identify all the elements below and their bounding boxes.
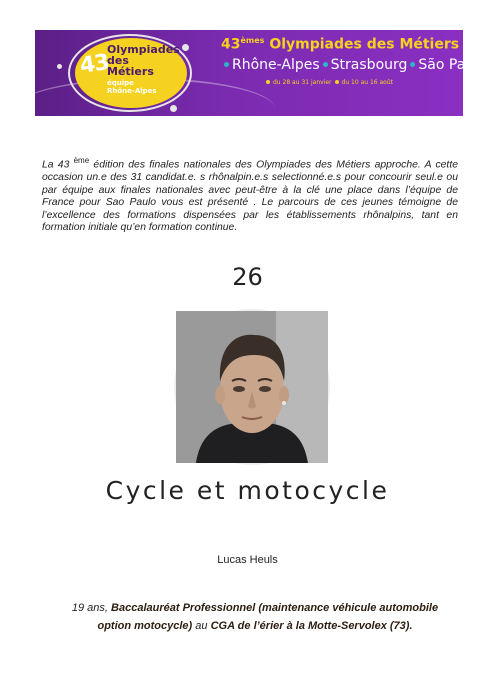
portrait-illustration <box>176 311 328 463</box>
logo-line-5: Rhône-Alpes <box>107 87 157 95</box>
logo-dot <box>182 44 189 51</box>
banner-title-suffix: èmes <box>240 36 265 45</box>
city-2: Strasbourg <box>330 57 408 73</box>
header-banner <box>35 30 487 116</box>
logo-line-1: Olympiades <box>107 43 180 56</box>
trade-title: Cycle et motocycle <box>105 476 390 505</box>
candidate-age: 19 ans, <box>71 602 112 614</box>
logo-line-4: équipe <box>107 79 134 87</box>
logo-dot <box>57 64 62 69</box>
banner-title <box>221 36 459 53</box>
logo-line-2: des <box>107 54 129 67</box>
dates-2: du 10 au 16 août <box>341 79 394 86</box>
banner-title-text: Olympiades des Métiers <box>269 36 460 53</box>
dates-1: du 28 au 31 janvier <box>273 79 332 86</box>
banner-cities <box>221 57 487 73</box>
candidate-name: Lucas Heuls <box>217 554 278 566</box>
intro-part-1: La 43 <box>42 159 74 171</box>
bullet-icon <box>323 62 328 67</box>
school-prefix: au <box>192 620 211 632</box>
candidate-number: 26 <box>232 263 263 291</box>
diploma-line-2: option motocycle) <box>97 620 193 632</box>
city-1: Rhône-Alpes <box>232 57 320 73</box>
intro-part-2: édition des finales nationales des Olympiades des Métiers approche. A cette occasion un.e des 31 candidat.e. s rhônalpin.e.s selectionné.e.s pour concourir seul.e ou par équipe aux finales nationales avec peut-être à la clé une place dans l’équipe de France pour Sao Paulo vous est présenté . Le parcours de ces jeunes témoigne de l’excellence des formations dispensées par les établissements rhônalpins, tant en formation initiale qu’en formation continue. <box>42 159 458 234</box>
logo-number: 43 <box>78 50 111 79</box>
bullet-icon <box>410 62 415 67</box>
bullet-icon <box>335 80 339 84</box>
city-3: São Paulo <box>418 57 487 73</box>
candidate-photo <box>176 311 328 463</box>
bullet-icon <box>224 62 229 67</box>
banner-dates <box>263 79 393 86</box>
diploma-line-1: Baccalauréat Professionnel (maintenance véhicule automobile <box>111 602 439 614</box>
logo-text <box>107 44 180 95</box>
candidate-details <box>40 599 470 635</box>
intro-superscript: ème <box>73 156 90 165</box>
logo-dot <box>170 105 177 112</box>
logo-line-3: Métiers <box>107 65 154 78</box>
banner-title-number: 43 <box>221 36 241 53</box>
bullet-icon <box>266 80 270 84</box>
intro-paragraph <box>42 155 458 235</box>
school-name: CGA de l’érier à la Motte-Servolex (73). <box>210 620 413 632</box>
